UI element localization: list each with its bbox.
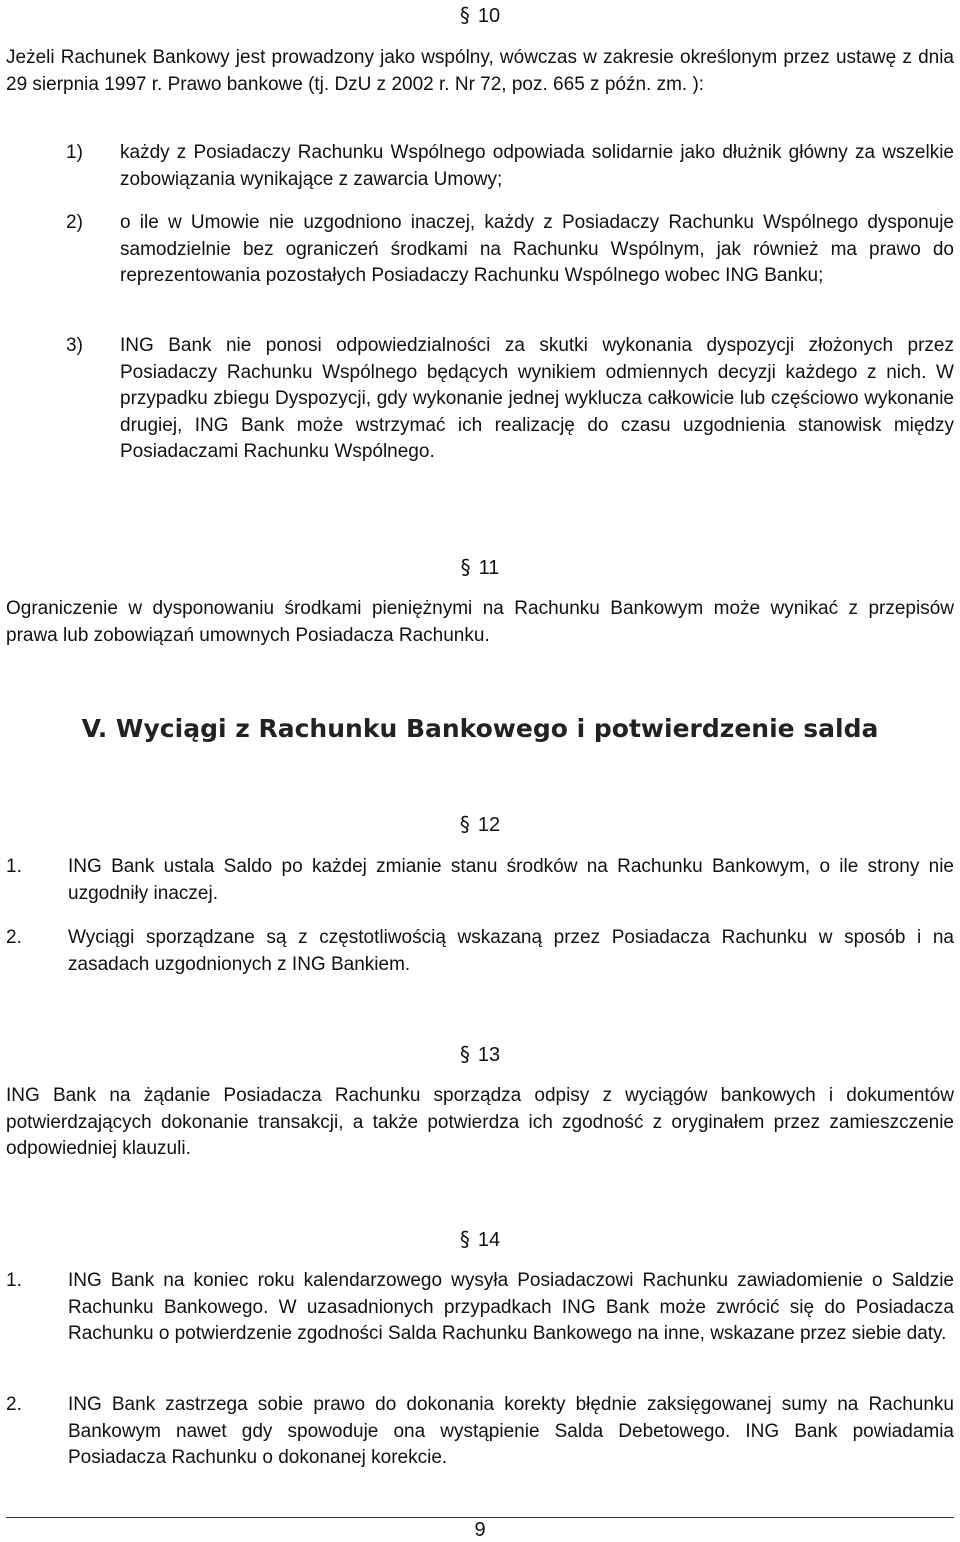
chapter-heading: V. Wyciągi z Rachunku Bankowego i potwierdzenie salda [81, 714, 879, 743]
list-item [6, 854, 954, 907]
section-sign: § [459, 1227, 470, 1251]
list-item-text: każdy z Posiadaczy Rachunku Wspólnego odpowiada solidarnie jako dłużnik główny za wszelkie zobowiązania wynikające z zawarcia Umowy; [120, 142, 954, 190]
list-item-number: 3) [66, 335, 83, 356]
list-item-text: o ile w Umowie nie uzgodniono inaczej, każdy z Posiadaczy Rachunku Wspólnego dysponuje samodzielnie bez ograniczeń środkami na Rachunku Wspólnym, jak również ma prawo do reprezentowania pozostałych Posiadaczy Rachunku Wspólnego wobec ING Banku; [120, 212, 954, 286]
section-11-header [0, 555, 960, 580]
section-number: 10 [477, 5, 501, 27]
section-13-header [0, 1042, 960, 1067]
list-item-number: 1. [6, 1270, 22, 1291]
list-item [6, 140, 954, 193]
section-sign: § [459, 3, 470, 27]
section-sign: § [459, 812, 470, 836]
section-12-header [0, 812, 960, 837]
list-item-text: ING Bank zastrzega sobie prawo do dokonania korekty błędnie zaksięgowanej sumy na Rachunku Bankowym nawet gdy spowoduje ona wystąpienie Salda Debetowego. ING Bank powiadamia Posiadacza Rachunku o dokonanej korekcie. [68, 1394, 954, 1468]
section-sign: § [459, 1042, 470, 1066]
list-item-text: ING Bank nie ponosi odpowiedzialności za skutki wykonania dyspozycji złożonych przez Posiadaczy Rachunku Wspólnego będących wynikiem odmiennych decyzji każdego z nich. W przypadku zbiegu Dyspozycji, gdy wykonanie jednej wyklucza całkowicie lub częściowo wykonanie drugiej, ING Bank może wstrzymać ich realizację do czasu uzgodnienia stanowisk między Posiadaczami Rachunku Wspólnego. [120, 335, 954, 462]
page-number: 9 [474, 1519, 486, 1541]
list-item [6, 1268, 954, 1348]
section-number: 13 [477, 1044, 501, 1066]
section-14-header [0, 1227, 960, 1252]
section-number: 12 [477, 814, 501, 836]
list-item-text: ING Bank na koniec roku kalendarzowego wysyła Posiadaczowi Rachunku zawiadomienie o Saldzie Rachunku Bankowego. W uzasadnionych przypadkach ING Bank może zwrócić się do Posiadacza Rachunku o potwierdzenie zgodności Salda Rachunku Bankowego na inne, wskazane przez siebie daty. [68, 1270, 954, 1344]
list-item-text: Wyciągi sporządzane są z częstotliwością wskazaną przez Posiadacza Rachunku w sposób i na zasadach uzgodnionych z ING Bankiem. [68, 927, 954, 975]
list-item [6, 210, 954, 290]
list-item-number: 2. [6, 927, 22, 948]
section-10-header [0, 3, 960, 28]
list-item-number: 1. [6, 856, 22, 877]
list-item-text: ING Bank ustala Saldo po każdej zmianie stanu środków na Rachunku Bankowym, o ile strony nie uzgodniły inaczej. [68, 856, 954, 904]
section-11-text: Ograniczenie w dysponowaniu środkami pieniężnymi na Rachunku Bankowym może wynikać z przepisów prawa lub zobowiązań umownych Posiadacza Rachunku. [6, 598, 954, 646]
section-number: 11 [478, 557, 500, 579]
list-item [6, 925, 954, 978]
list-item [6, 333, 954, 466]
list-item [6, 1392, 954, 1472]
section-13-text: ING Bank na żądanie Posiadacza Rachunku sporządza odpisy z wyciągów bankowych i dokumentów potwierdzających dokonanie transakcji, a także potwierdza ich zgodność z oryginałem przez zamieszczenie odpowiedniej klauzuli. [6, 1085, 954, 1159]
section-sign: § [460, 555, 471, 579]
section-10-intro: Jeżeli Rachunek Bankowy jest prowadzony jako wspólny, wówczas w zakresie określonym przez ustawę z dnia 29 sierpnia 1997 r. Prawo bankowe (tj. DzU z 2002 r. Nr 72, poz. 665 z późn. zm. ): [6, 47, 954, 95]
list-item-number: 2. [6, 1394, 22, 1415]
list-item-number: 1) [66, 142, 83, 163]
list-item-number: 2) [66, 212, 83, 233]
section-number: 14 [477, 1229, 501, 1251]
